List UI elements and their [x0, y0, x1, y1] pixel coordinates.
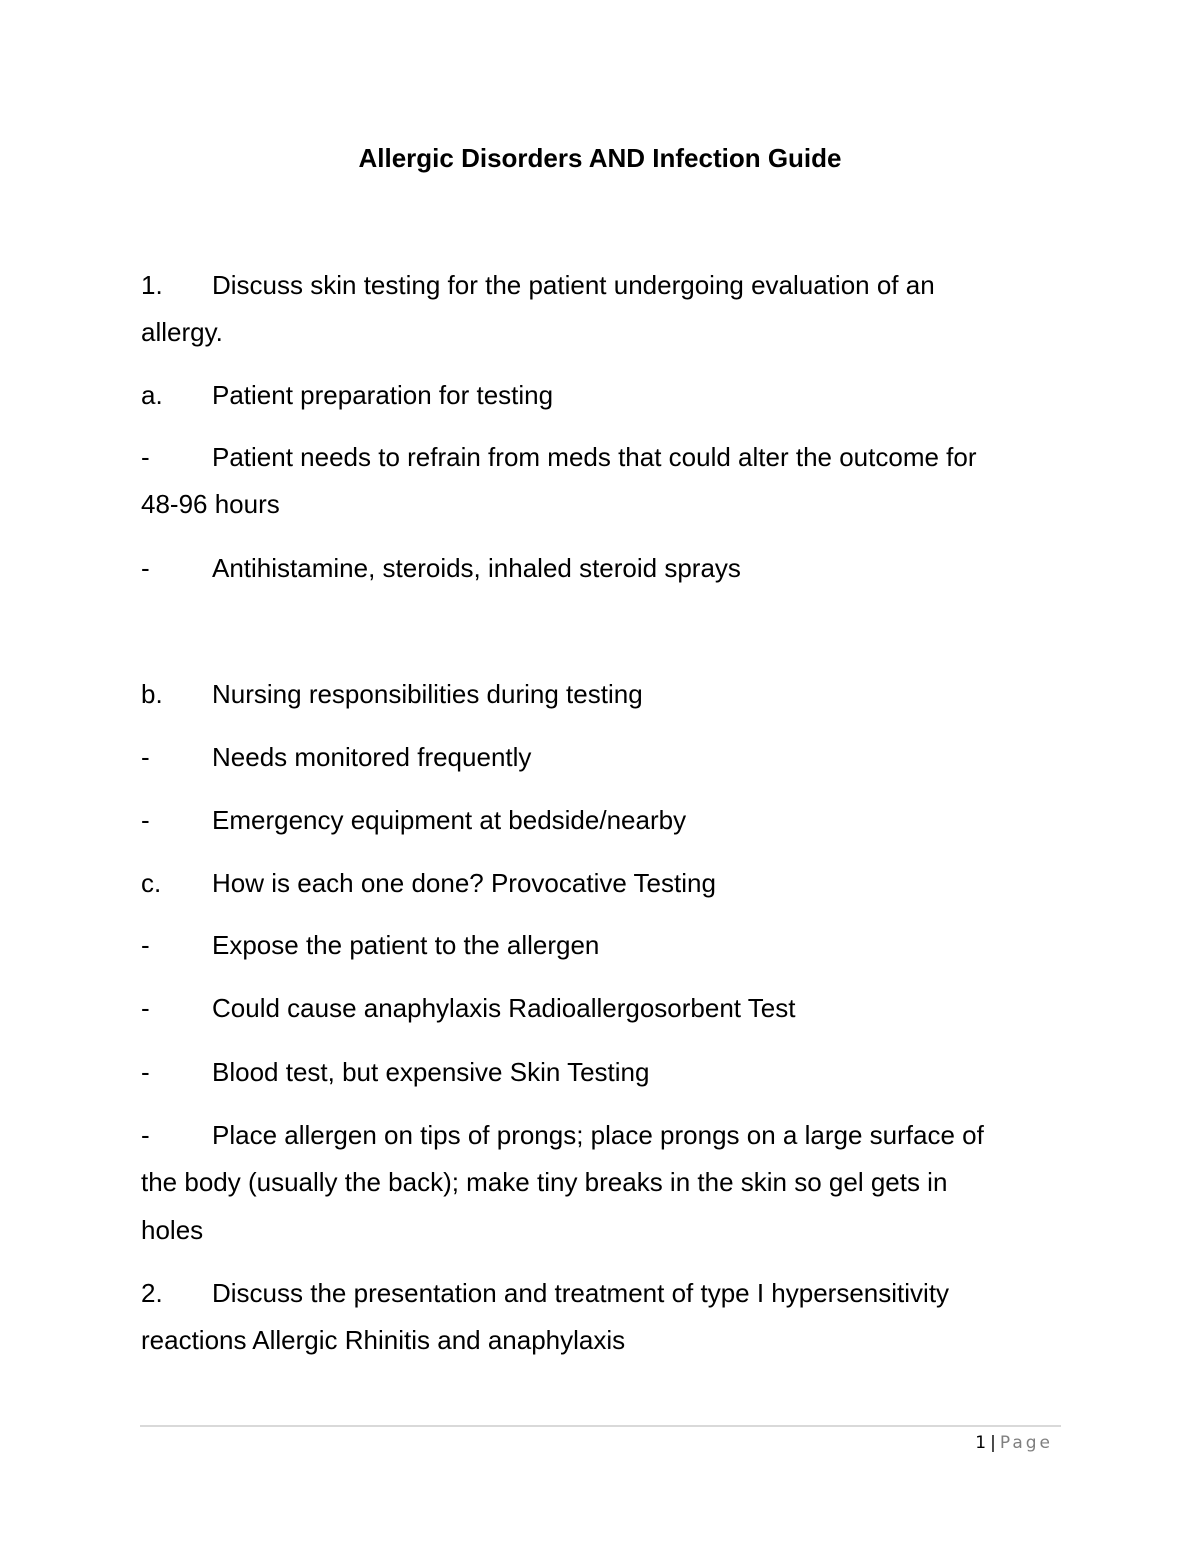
list-text: Could cause anaphylaxis Radioallergosorbent Test	[212, 993, 796, 1023]
page-footer	[975, 1432, 1053, 1454]
list-text: 48-96 hours	[141, 489, 280, 519]
list-item	[141, 990, 795, 1026]
list-item	[141, 1117, 984, 1153]
list-marker: a.	[141, 380, 163, 410]
footer-divider	[140, 1425, 1061, 1427]
list-marker: 1.	[141, 270, 163, 300]
list-item	[141, 439, 977, 475]
list-item	[141, 739, 531, 775]
list-marker: -	[141, 805, 150, 835]
list-text: Antihistamine, steroids, inhaled steroid sprays	[212, 553, 741, 583]
list-item	[141, 865, 716, 901]
list-text: Emergency equipment at bedside/nearby	[212, 805, 687, 835]
list-item	[141, 1322, 625, 1358]
list-marker: 2.	[141, 1278, 163, 1308]
list-marker: -	[141, 1057, 150, 1087]
list-item	[141, 1164, 947, 1200]
page-number: 1	[975, 1433, 987, 1453]
list-item	[141, 267, 935, 303]
list-text: allergy.	[141, 317, 223, 347]
list-marker: -	[141, 993, 150, 1023]
list-text: reactions Allergic Rhinitis and anaphylaxis	[141, 1325, 626, 1355]
list-item	[141, 1275, 949, 1311]
list-marker: c.	[141, 868, 162, 898]
document-title: Allergic Disorders AND Infection Guide	[358, 143, 842, 173]
list-text: Place allergen on tips of prongs; place prongs on a large surface of	[212, 1120, 984, 1150]
list-item	[141, 377, 553, 413]
list-item	[141, 676, 643, 712]
list-marker: -	[141, 930, 150, 960]
list-text: How is each one done? Provocative Testing	[212, 868, 716, 898]
list-text: Expose the patient to the allergen	[212, 930, 600, 960]
list-text: Discuss skin testing for the patient undergoing evaluation of an	[212, 270, 935, 300]
list-item	[141, 1212, 203, 1248]
footer-separator: |	[990, 1433, 996, 1453]
list-marker: -	[141, 1120, 150, 1150]
list-text: Discuss the presentation and treatment of type I hypersensitivity	[212, 1278, 950, 1308]
list-item	[141, 1054, 649, 1090]
list-text: Nursing responsibilities during testing	[212, 679, 643, 709]
list-marker: b.	[141, 679, 163, 709]
list-item	[141, 314, 223, 350]
list-item	[141, 802, 686, 838]
list-text: Patient needs to refrain from meds that could alter the outcome for	[212, 442, 977, 472]
list-text: Needs monitored frequently	[212, 742, 532, 772]
list-text: holes	[141, 1215, 204, 1245]
list-marker: -	[141, 553, 150, 583]
list-marker: -	[141, 742, 150, 772]
list-text: Blood test, but expensive Skin Testing	[212, 1057, 650, 1087]
list-item	[141, 486, 280, 522]
list-marker: -	[141, 442, 150, 472]
list-item	[141, 550, 741, 586]
list-text: the body (usually the back); make tiny breaks in the skin so gel gets in	[141, 1167, 948, 1197]
page-label: Page	[999, 1433, 1053, 1453]
list-item	[141, 927, 599, 963]
list-text: Patient preparation for testing	[212, 380, 554, 410]
